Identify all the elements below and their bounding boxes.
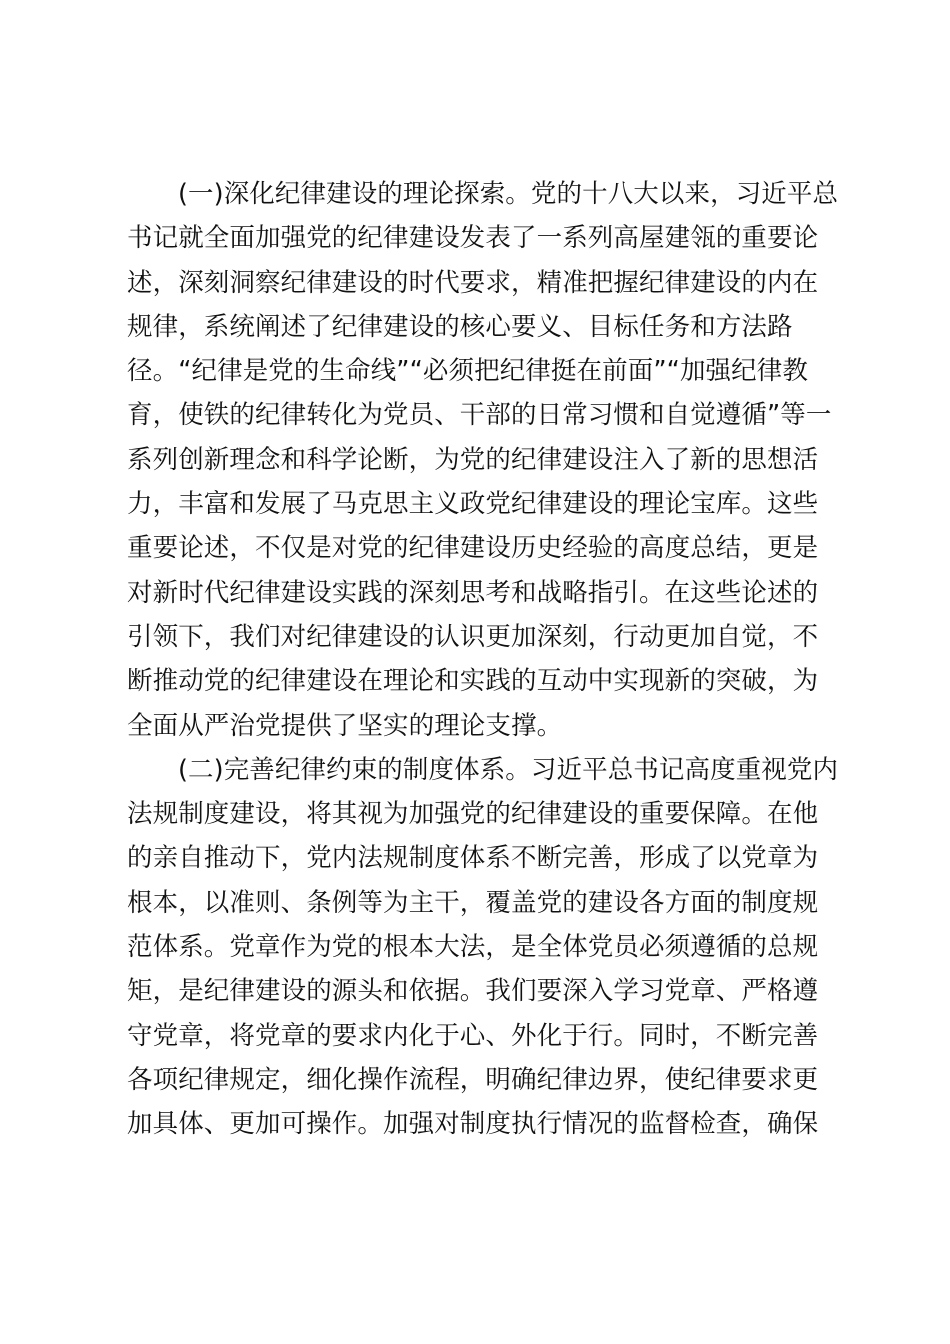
text-line: 守党章，将党章的要求内化于心、外化于行。同时，不断完善 [127, 1020, 819, 1051]
text-line: 径。“纪律是党的生命线”“必须把纪律挺在前面”“加强纪律教 [127, 356, 808, 387]
text-line: 力，丰富和发展了马克思主义政党纪律建设的理论宝库。这些 [127, 489, 819, 520]
text-line: 断推动党的纪律建设在理论和实践的互动中实现新的突破，为 [127, 666, 819, 697]
text-line: 述，深刻洞察纪律建设的时代要求，精准把握纪律建设的内在 [127, 267, 819, 298]
text-line: 范体系。党章作为党的根本大法，是全体党员必须遵循的总规 [127, 932, 819, 963]
text-line: (一)深化纪律建设的理论探索。党的十八大以来，习近平总 [178, 179, 839, 209]
text-line: 矩，是纪律建设的源头和依据。我们要深入学习党章、严格遵 [127, 976, 819, 1007]
text-line: (二)完善纪律约束的制度体系。习近平总书记高度重视党内 [178, 754, 839, 785]
text-line: 规律，系统阐述了纪律建设的核心要义、目标任务和方法路 [127, 311, 793, 342]
text-line: 书记就全面加强党的纪律建设发表了一系列高屋建瓴的重要论 [127, 223, 819, 254]
text-line: 重要论述，不仅是对党的纪律建设历史经验的高度总结，更是 [127, 533, 819, 564]
body-text [127, 172, 839, 1147]
text-line: 育，使铁的纪律转化为党员、干部的日常习惯和自觉遵循”等一 [127, 400, 832, 431]
paragraph-institutional-system [127, 748, 839, 1147]
text-line: 引领下，我们对纪律建设的认识更加深刻，行动更加自觉，不 [127, 621, 819, 652]
text-line: 根本，以准则、条例等为主干，覆盖党的建设各方面的制度规 [127, 887, 819, 918]
text-line: 各项纪律规定，细化操作流程，明确纪律边界，使纪律要求更 [127, 1064, 819, 1095]
text-line: 加具体、更加可操作。加强对制度执行情况的监督检查，确保 [127, 1109, 819, 1140]
paragraph-discipline-theory [127, 172, 839, 748]
text-line: 系列创新理念和科学论断，为党的纪律建设注入了新的思想活 [127, 444, 819, 475]
text-line: 全面从严治党提供了坚实的理论支撑。 [127, 710, 563, 741]
text-line: 对新时代纪律建设实践的深刻思考和战略指引。在这些论述的 [127, 577, 819, 608]
text-line: 法规制度建设，将其视为加强党的纪律建设的重要保障。在他 [127, 799, 819, 830]
text-line: 的亲自推动下，党内法规制度体系不断完善，形成了以党章为 [127, 843, 819, 874]
